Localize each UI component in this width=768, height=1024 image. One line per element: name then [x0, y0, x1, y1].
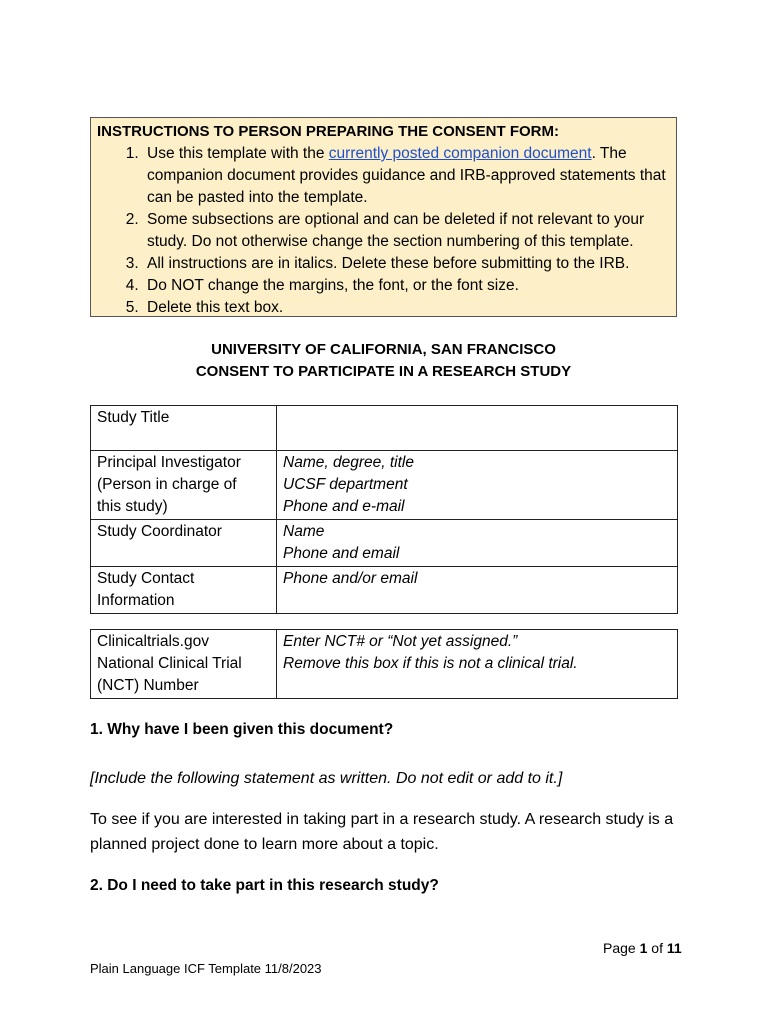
nct-value: Enter NCT# or “Not yet assigned.” Remove this box if this is not a clinical trial. — [277, 630, 678, 699]
companion-document-link[interactable]: currently posted companion document — [328, 145, 592, 162]
section-1-heading: 1. Why have I been given this document? — [90, 721, 394, 738]
consent-heading: CONSENT TO PARTICIPATE IN A RESEARCH STUDY — [195, 363, 572, 380]
contact-value: Phone and/or email — [277, 567, 678, 614]
instruction-item-2: 2. Some subsections are optional and can be deleted if not relevant to your study. Do not otherwise change the section numbering of this template. — [143, 209, 670, 253]
instruction-item-5: 5. Delete this text box. — [143, 297, 670, 319]
coordinator-value: Name Phone and email — [277, 520, 678, 567]
study-title-label: Study Title — [91, 406, 277, 451]
study-info-table — [90, 405, 678, 614]
table-row — [91, 451, 678, 520]
coordinator-label: Study Coordinator — [91, 520, 277, 567]
pi-label: Principal Investigator (Person in charge of this study) — [91, 451, 277, 520]
pi-value: Name, degree, title UCSF department Phone and e-mail — [277, 451, 678, 520]
instruction-item-1: 1. Use this template with the currently posted companion document. The companion document provides guidance and IRB-approved statements that can be pasted into the template. — [143, 143, 670, 209]
table-row — [91, 406, 678, 451]
nct-table — [90, 629, 678, 699]
page-number: Page 1 of 11 — [603, 940, 682, 956]
instructions-list — [97, 143, 670, 319]
nct-label: Clinicaltrials.gov National Clinical Trial (NCT) Number — [91, 630, 277, 699]
study-title-value — [277, 406, 678, 451]
table-row — [91, 520, 678, 567]
instructions-title: INSTRUCTIONS TO PERSON PREPARING THE CONSENT FORM: — [97, 123, 559, 140]
contact-label: Study Contact Information — [91, 567, 277, 614]
section-2-heading: 2. Do I need to take part in this research study? — [90, 877, 439, 894]
instruction-item-4: 4. Do NOT change the margins, the font, or the font size. — [143, 275, 670, 297]
table-row — [91, 567, 678, 614]
section-1-body: To see if you are interested in taking part in a research study. A research study is a planned project done to learn more about a topic. — [90, 811, 674, 853]
section-1-instruction: [Include the following statement as written. Do not edit or add to it.] — [90, 770, 563, 787]
footer-text: Plain Language ICF Template 11/8/2023 — [90, 961, 322, 976]
university-heading: UNIVERSITY OF CALIFORNIA, SAN FRANCISCO — [211, 341, 556, 358]
table-row — [91, 630, 678, 699]
instruction-item-3: 3. All instructions are in italics. Delete these before submitting to the IRB. — [143, 253, 670, 275]
instructions-box — [90, 117, 677, 317]
